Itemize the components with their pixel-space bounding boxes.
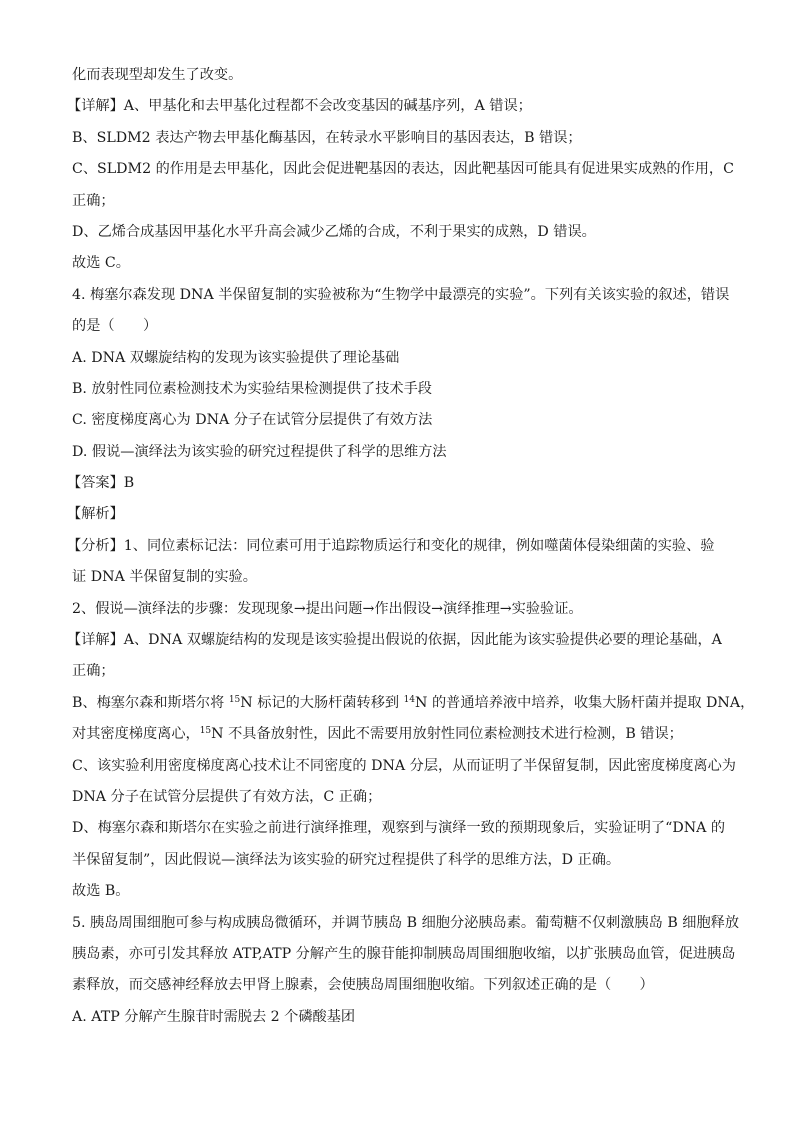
text-line: 故选 B。 xyxy=(72,883,130,900)
option-a: A. DNA 双螺旋结构的发现为该实验提供了理论基础 xyxy=(72,349,400,366)
text-line: D、乙烯合成基因甲基化水平升高会减少乙烯的合成，不利于果实的成熟，D 错误。 xyxy=(72,223,596,240)
option-c: C. 密度梯度离心为 DNA 分子在试管分层提供了有效方法 xyxy=(72,412,433,429)
text-line xyxy=(72,688,755,719)
answer-line: 【答案】B xyxy=(67,475,135,492)
text-line: 半保留复制”，因此假说—演绎法为该实验的研究过程提供了科学的思维方法，D 正确。 xyxy=(72,851,621,868)
text-line: 正确； xyxy=(72,192,115,209)
text-segment: N 的普通培养液中培养，收集大肠杆菌并提取 DNA， xyxy=(415,694,755,711)
isotope-superscript: 14 xyxy=(403,694,416,705)
text-line: 正确； xyxy=(72,663,115,680)
isotope-superscript: 15 xyxy=(228,694,241,705)
question-stem: 素释放，而交感神经释放去甲肾上腺素，会使胰岛周围细胞收缩。下列叙述正确的是（ ） xyxy=(72,977,654,994)
text-line: 2、假说—演绎法的步骤：发现现象→提出问题→作出假设→演绎推理→实验验证。 xyxy=(72,600,583,617)
text-segment: N 标记的大肠杆菌转移到 xyxy=(240,694,404,711)
text-line: 【分析】1、同位素标记法：同位素可用于追踪物质运行和变化的规律，例如噬菌体侵染细菌的实验、验 xyxy=(67,537,715,554)
text-line: C、SLDM2 的作用是去甲基化，因此会促进靶基因的表达，因此靶基因可能具有促进果实成熟的作用，C xyxy=(72,161,734,178)
option-b: B. 放射性同位素检测技术为实验结果检测提供了技术手段 xyxy=(72,380,432,397)
text-line: 【详解】A、DNA 双螺旋结构的发现是该实验提出假说的依据，因此能为该实验提供必要的理论基础，A xyxy=(67,632,722,649)
question-stem: 5. 胰岛周围细胞可参与构成胰岛微循环，并调节胰岛 B 细胞分泌胰岛素。葡萄糖不仅刺激胰岛 B 细胞释放 xyxy=(72,914,740,931)
text-segment: B、梅塞尔森和斯塔尔将 xyxy=(72,694,229,711)
text-line: DNA 分子在试管分层提供了有效方法，C 正确； xyxy=(72,788,382,805)
question-stem: 的是（ ） xyxy=(72,318,158,335)
question-stem: 4. 梅塞尔森发现 DNA 半保留复制的实验被称为“生物学中最漂亮的实验”。下列有关该实验的叙述，错误 xyxy=(72,286,730,303)
option-a: A. ATP 分解产生腺苷时需脱去 2 个磷酸基团 xyxy=(72,1008,356,1025)
text-segment: N 不具备放射性，因此不需要用放射性同位素检测技术进行检测，B 错误； xyxy=(211,726,683,743)
option-d: D. 假说—演绎法为该实验的研究过程提供了科学的思维方法 xyxy=(72,443,447,460)
question-stem: 胰岛素，亦可引发其释放 ATP,ATP 分解产生的腺苷能抑制胰岛周围细胞收缩，以扩张胰岛血管，促进胰岛 xyxy=(72,945,736,962)
text-line: B、SLDM2 表达产物去甲基化酶基因，在转录水平影响目的基因表达，B 错误； xyxy=(72,129,582,146)
text-line: C、该实验利用密度梯度离心技术让不同密度的 DNA 分层，从而证明了半保留复制，因此密度梯度离心为 xyxy=(72,757,736,774)
text-segment: 对其密度梯度离心， xyxy=(72,726,200,743)
document-page xyxy=(67,60,755,1033)
text-line: D、梅塞尔森和斯塔尔在实验之前进行演绎推理，观察到与演绎一致的预期现象后，实验证明了“DNA 的 xyxy=(72,820,726,837)
analysis-heading: 【解析】 xyxy=(67,506,124,523)
text-line: 故选 C。 xyxy=(72,255,130,272)
text-line: 【详解】A、甲基化和去甲基化过程都不会改变基因的碱基序列，A 错误； xyxy=(67,98,532,115)
isotope-superscript: 15 xyxy=(199,726,212,737)
text-line: 证 DNA 半保留复制的实验。 xyxy=(72,569,257,586)
text-line xyxy=(72,719,732,750)
text-line: 化而表现型却发生了改变。 xyxy=(72,67,243,83)
